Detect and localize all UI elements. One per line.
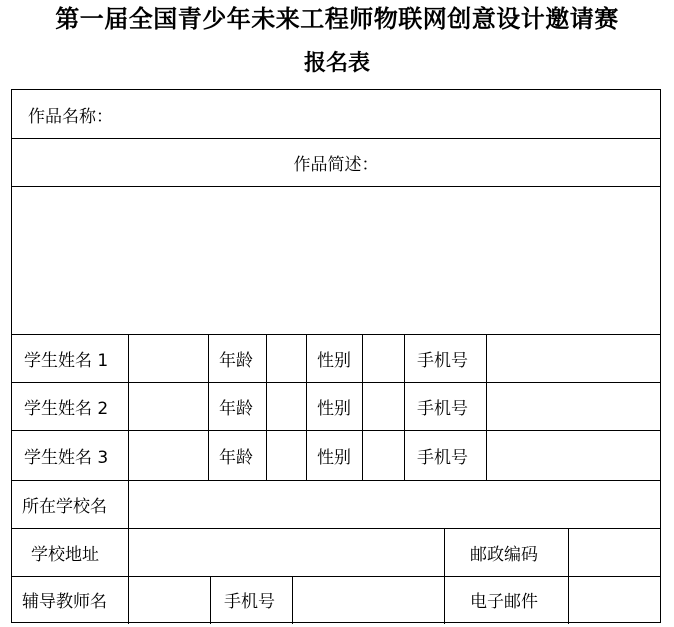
school-name-label: 所在学校名 [22, 496, 107, 517]
advisor-name-field[interactable] [130, 578, 208, 620]
row-divider [12, 528, 660, 529]
column-divider [444, 528, 445, 624]
work-description-label: 作品简述： [293, 154, 379, 175]
column-divider [292, 576, 293, 624]
work-description-field[interactable] [16, 190, 656, 330]
advisor-phone-label: 手机号 [224, 591, 275, 612]
student-3-gender-field[interactable] [364, 432, 402, 478]
student-1-age-label: 年龄 [219, 350, 253, 371]
student-3-name-label: 学生姓名 3 [24, 447, 109, 468]
student-1-gender-field[interactable] [364, 336, 402, 380]
email-field[interactable] [570, 578, 658, 620]
student-2-gender-label: 性别 [317, 398, 351, 419]
column-divider [568, 528, 569, 624]
student-3-phone-field[interactable] [488, 432, 658, 478]
student-3-name-field[interactable] [130, 432, 206, 478]
row-divider [12, 480, 660, 481]
work-name-field[interactable] [162, 94, 652, 134]
student-1-name-label: 学生姓名 1 [24, 350, 109, 371]
registration-form [11, 89, 661, 623]
postal-code-field[interactable] [570, 530, 658, 574]
column-divider [128, 480, 129, 624]
student-3-gender-label: 性别 [317, 447, 351, 468]
student-2-age-field[interactable] [268, 384, 304, 428]
column-divider [208, 334, 209, 480]
student-1-name-field[interactable] [130, 336, 206, 380]
student-1-gender-label: 性别 [317, 350, 351, 371]
student-3-age-field[interactable] [268, 432, 304, 478]
student-3-age-label: 年龄 [219, 447, 253, 468]
school-address-field[interactable] [130, 530, 442, 574]
student-2-name-field[interactable] [130, 384, 206, 428]
advisor-phone-field[interactable] [294, 578, 442, 620]
student-2-name-label: 学生姓名 2 [24, 398, 109, 419]
school-address-label: 学校地址 [31, 544, 99, 565]
student-2-gender-field[interactable] [364, 384, 402, 428]
postal-code-label: 邮政编码 [470, 544, 538, 565]
school-name-field[interactable] [130, 482, 658, 526]
column-divider [404, 334, 405, 480]
column-divider [362, 334, 363, 480]
document-subtitle: 报名表 [303, 50, 370, 76]
document-title: 第一届全国青少年未来工程师物联网创意设计邀请赛 [55, 4, 619, 33]
student-2-phone-field[interactable] [488, 384, 658, 428]
student-2-phone-label: 手机号 [417, 398, 468, 419]
row-divider [12, 186, 660, 187]
column-divider [128, 334, 129, 480]
student-1-age-field[interactable] [268, 336, 304, 380]
column-divider [266, 334, 267, 480]
column-divider [486, 334, 487, 480]
student-1-phone-label: 手机号 [417, 350, 468, 371]
student-2-age-label: 年龄 [219, 398, 253, 419]
advisor-name-label: 辅导教师名 [22, 591, 107, 612]
work-name-label: 作品名称： [28, 106, 113, 127]
column-divider [306, 334, 307, 480]
column-divider [210, 576, 211, 624]
student-3-phone-label: 手机号 [417, 447, 468, 468]
email-label: 电子邮件 [470, 591, 538, 612]
student-1-phone-field[interactable] [488, 336, 658, 380]
row-divider [12, 576, 660, 577]
